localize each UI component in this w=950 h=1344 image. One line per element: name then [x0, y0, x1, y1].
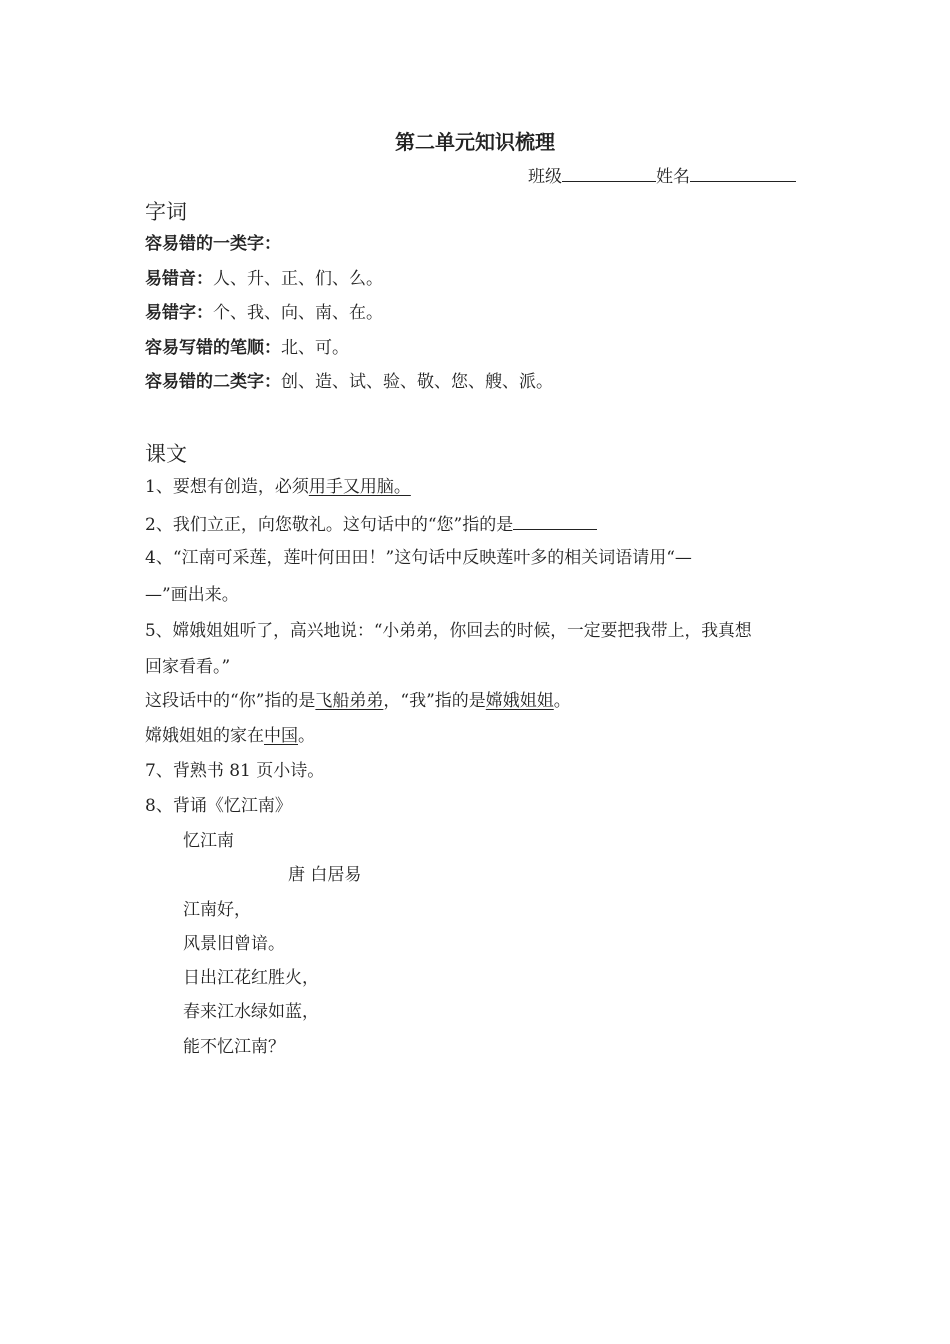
char-label: 易错字： — [145, 303, 213, 323]
words-pronunciation — [145, 268, 383, 290]
item-1 — [145, 476, 411, 498]
second-label: 容易错的二类字： — [145, 372, 281, 392]
page-title: 第二单元知识梳理 — [395, 130, 555, 154]
words-stroke-order — [145, 337, 349, 359]
name-label: 姓名 — [656, 167, 690, 187]
item-1-answer: 用手又用脑。 — [308, 477, 411, 497]
item-8: 8、背诵《忆江南》 — [145, 796, 292, 816]
item-4-line-2: —”画出来。 — [145, 585, 239, 605]
item-2-blank — [513, 511, 597, 530]
item-1-text: 1、要想有创造，必须 — [145, 477, 309, 497]
words-characters — [145, 302, 383, 324]
class-blank — [562, 163, 656, 182]
item-5-home — [145, 725, 315, 747]
class-name-line — [528, 162, 796, 187]
char-text: 个、我、向、南、在。 — [213, 303, 383, 323]
item-2 — [145, 511, 597, 536]
item-5-q-mid: ，“我”指的是 — [383, 691, 486, 711]
poem-title: 忆江南 — [183, 831, 234, 851]
item-5-answer-1: 飞船弟弟 — [315, 691, 384, 711]
item-5-question — [145, 690, 571, 712]
item-5-line-2: 回家看看。” — [145, 657, 231, 677]
poem-author: 唐 白居易 — [288, 865, 362, 885]
words-second-class — [145, 371, 553, 393]
pron-text: 人、升、正、们、么。 — [213, 269, 383, 289]
section-heading-text: 课文 — [145, 442, 187, 466]
item-5-q-pre: 这段话中的“你”指的是 — [145, 691, 316, 711]
item-5-answer-2: 嫦娥姐姐 — [485, 691, 554, 711]
item-4-line-1: 4、“江南可采莲，莲叶何田田！”这句话中反映莲叶多的相关词语请用“— — [145, 548, 692, 568]
poem-line: 江南好， — [183, 900, 251, 920]
item-5-home-answer: 中国 — [264, 726, 298, 746]
poem-line: 春来江水绿如蓝， — [183, 1002, 319, 1022]
section-heading-words: 字词 — [145, 200, 187, 224]
poem-line: 能不忆江南？ — [183, 1037, 285, 1057]
stroke-text: 北、可。 — [281, 338, 349, 358]
pron-label: 易错音： — [145, 269, 213, 289]
class-label: 班级 — [528, 167, 562, 187]
second-text: 创、造、试、验、敬、您、艘、派。 — [281, 372, 553, 392]
item-5-q-end: 。 — [553, 691, 571, 711]
stroke-label: 容易写错的笔顺： — [145, 338, 281, 358]
poem-line: 日出江花红胜火， — [183, 968, 319, 988]
item-2-text: 2、我们立正，向您敬礼。这句话中的“您”指的是 — [145, 515, 514, 535]
item-5-line-1: 5、嫦娥姐姐听了，高兴地说：“小弟弟，你回去的时候，一定要把我带上，我真想 — [145, 620, 752, 640]
item-7: 7、背熟书 81 页小诗。 — [145, 761, 325, 781]
name-blank — [690, 163, 796, 182]
item-5-home-end: 。 — [298, 726, 315, 746]
poem-line: 风景旧曾谙。 — [183, 934, 285, 954]
item-5-home-pre: 嫦娥姐姐的家在 — [145, 726, 264, 746]
words-heading: 容易错的一类字： — [145, 234, 281, 254]
